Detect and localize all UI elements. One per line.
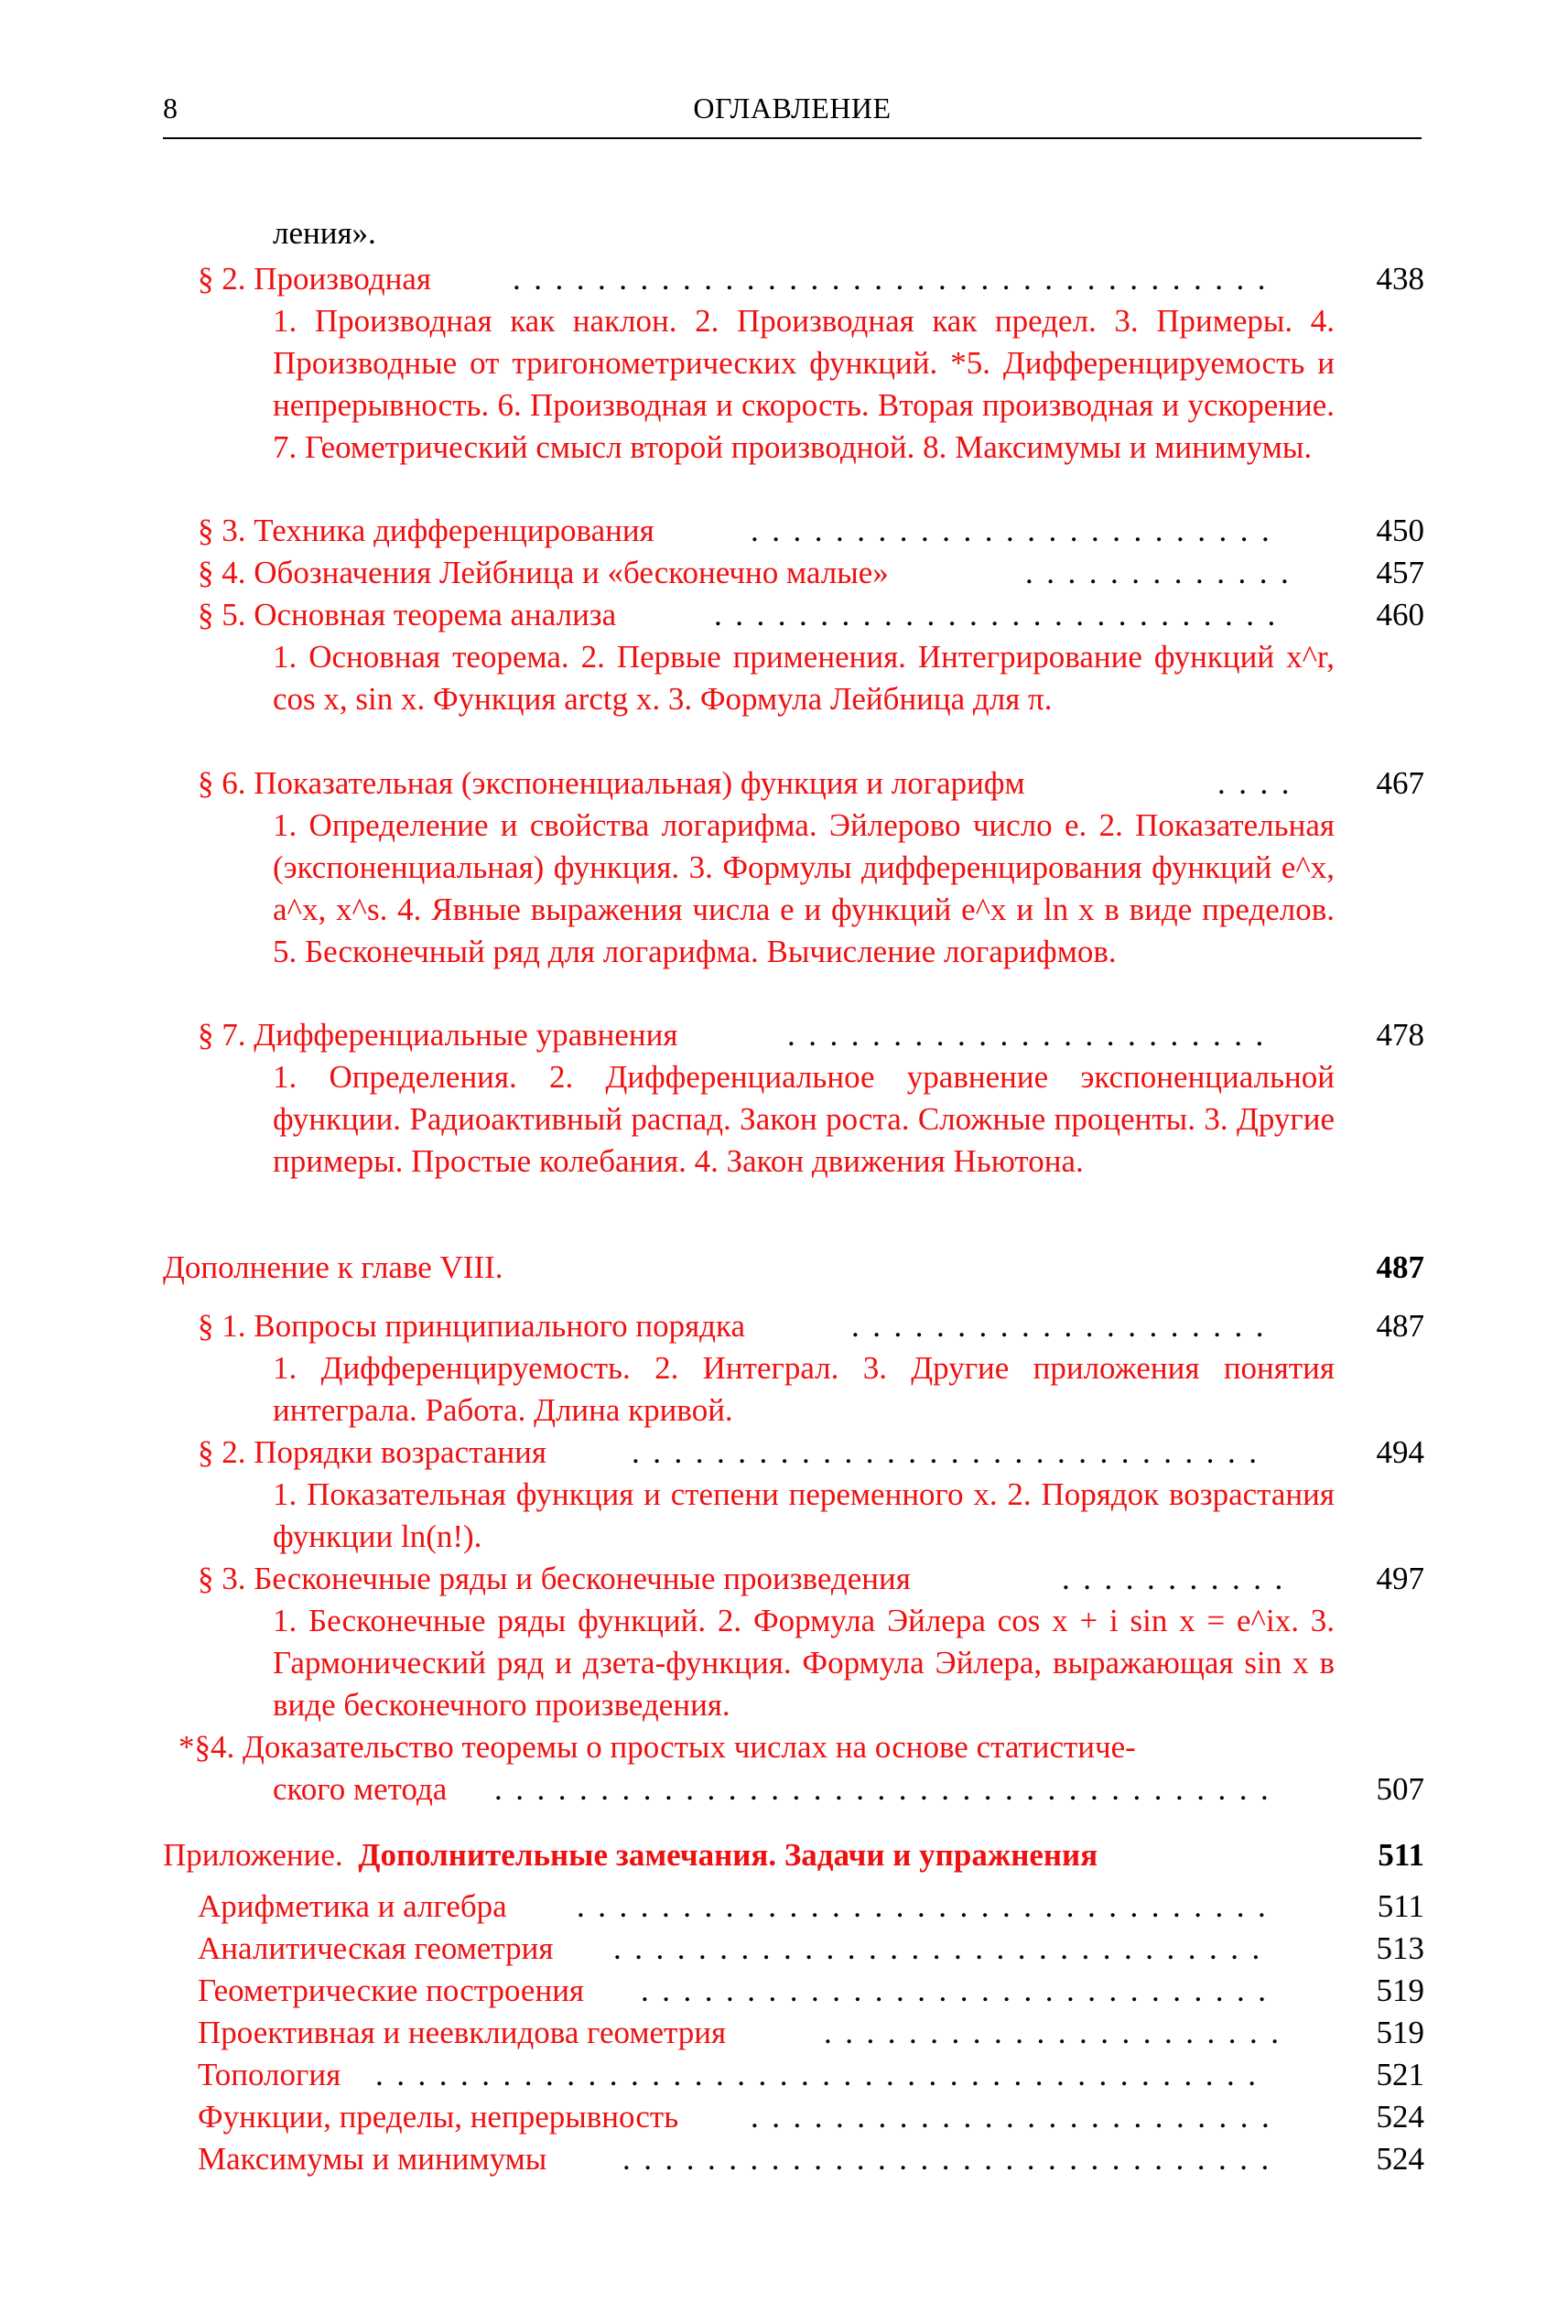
leader-dots: ........................... [714, 597, 1289, 632]
section-description: 1. Бесконечные ряды функций. 2. Формула Эйлера cos x + i sin x = e^ix. 3. Гармонический ряд и дзета-функция. Формула Эйлера, выражающая sin x в виде бесконечного произведения. [273, 1603, 1335, 1723]
toc-entry-line2[interactable] [0, 1768, 1568, 1811]
toc-entry-page: 521 [1376, 2057, 1424, 2092]
leader-dots: ........... [1062, 1561, 1296, 1596]
leader-dots: .............................. [641, 1973, 1280, 2008]
toc-entry[interactable] [0, 2138, 1568, 2180]
toc-entry-page: 467 [1376, 765, 1424, 801]
toc-entry-page: 487 [1376, 1308, 1424, 1344]
leader-dots: .................................... [513, 261, 1279, 297]
toc-entry-page: 513 [1376, 1930, 1424, 1966]
toc-entry[interactable] [0, 1305, 1568, 1347]
toc-entry[interactable] [0, 1886, 1568, 1928]
toc-entry[interactable] [0, 258, 1568, 300]
toc-entry[interactable] [0, 2096, 1568, 2138]
running-header [163, 92, 1422, 139]
section-description: 1. Производная как наклон. 2. Производная как предел. 3. Примеры. 4. Производные от тригонометрических функций. *5. Дифференцируемость и непрерывность. 6. Производная и скорость. Вторая производная и ускорение. 7. Геометрический смысл второй производной. 8. Максимумы и минимумы. [273, 303, 1335, 465]
toc-entry[interactable] [0, 1558, 1568, 1600]
toc-entry[interactable] [0, 2012, 1568, 2054]
leader-dots: .................... [851, 1308, 1277, 1344]
toc-entry-title: Проективная и неевклидова геометрия [198, 2012, 735, 2054]
toc-entry[interactable] [0, 594, 1568, 636]
toc-entry-title: § 6. Показательная (экспоненциальная) функция и логарифм [198, 762, 1034, 805]
toc-entry-title: Топология [198, 2054, 350, 2096]
toc-entry-page: 497 [1376, 1561, 1424, 1596]
toc-entry-page: 478 [1376, 1017, 1424, 1053]
toc-entry[interactable] [0, 510, 1568, 552]
toc-entry[interactable] [0, 1432, 1568, 1474]
toc-entry-page: 519 [1376, 1973, 1424, 2008]
toc-entry-page: 438 [1376, 261, 1424, 297]
toc-entry-title: § 2. Производная [198, 258, 440, 300]
toc-entry[interactable] [0, 552, 1568, 594]
toc-entry-title: Арифметика и алгебра [198, 1886, 516, 1928]
toc-entry-line1[interactable] [0, 1726, 1568, 1768]
chapter-title[interactable]: Дополнение к главе VIII. [163, 1249, 503, 1285]
toc-entry-page: 460 [1376, 597, 1424, 632]
leader-dots: ............................... [613, 1930, 1273, 1966]
leader-dots: .............................. [632, 1434, 1271, 1470]
toc-entry-page: 524 [1376, 2141, 1424, 2177]
toc-entry-page: 450 [1376, 513, 1424, 548]
leader-dots: ............. [1025, 555, 1303, 590]
page-number: 8 [163, 92, 178, 124]
running-title: ОГЛАВЛЕНИЕ [693, 92, 892, 124]
toc-entry-title: Максимумы и минимумы [198, 2138, 556, 2180]
leader-dots: .......................................... [375, 2057, 1270, 2092]
toc-entry-title: § 3. Бесконечные ряды и бесконечные произведения [198, 1558, 920, 1600]
toc-entry[interactable] [0, 1928, 1568, 1970]
appendix-page: 511 [1378, 1837, 1424, 1873]
appendix-prefix: Приложение. [163, 1837, 343, 1873]
toc-entry-page: 457 [1376, 555, 1424, 590]
leader-dots: ....................... [787, 1017, 1277, 1053]
toc-entry-title: § 7. Дифференциальные уравнения [198, 1014, 687, 1056]
leader-dots: ..................................... [494, 1771, 1282, 1807]
leader-dots: ................................. [577, 1888, 1280, 1924]
toc-entry-title: Геометрические построения [198, 1970, 593, 2012]
toc-entry-page: 494 [1376, 1434, 1424, 1470]
toc-entry-title: Функции, пределы, непрерывность [198, 2096, 687, 2138]
toc-entry-page: 524 [1376, 2099, 1424, 2135]
leader-dots: ......................... [751, 2099, 1283, 2135]
toc-entry-title: § 1. Вопросы принципиального порядка [198, 1305, 754, 1347]
leader-dots: .... [1217, 765, 1303, 801]
toc-entry[interactable] [0, 1970, 1568, 2012]
toc-entry-page: 511 [1377, 1888, 1424, 1924]
toc-entry-title: § 5. Основная теорема анализа [198, 594, 625, 636]
toc-entry-page: 507 [1376, 1771, 1424, 1807]
toc-entry[interactable] [0, 762, 1568, 805]
chapter-page: 487 [1376, 1249, 1424, 1285]
appendix-title[interactable] [163, 1834, 1098, 1876]
leader-dots: ............................... [622, 2141, 1282, 2177]
appendix-heading: Дополнительные замечания. Задачи и упражнения [358, 1837, 1098, 1873]
leader-dots: ...................... [824, 2015, 1292, 2050]
section-description: 1. Показательная функция и степени переменного x. 2. Порядок возрастания функции ln(n!). [273, 1476, 1335, 1554]
section-description: 1. Определения. 2. Дифференциальное уравнение экспоненциальной функции. Радиоактивный распад. Закон роста. Сложные проценты. 3. Другие примеры. Простые колебания. 4. Закон движения Ньютона. [273, 1059, 1335, 1179]
toc-entry-title: § 3. Техника дифференцирования [198, 510, 664, 552]
toc-entry-title: § 4. Обозначения Лейбница и «бесконечно малые» [198, 552, 898, 594]
toc-entry-title: Аналитическая геометрия [198, 1928, 562, 1970]
toc-entry-page: 519 [1376, 2015, 1424, 2050]
section-description: 1. Основная теорема. 2. Первые применения. Интегрирование функций x^r, cos x, sin x. Функция arctg x. 3. Формула Лейбница для π. [273, 639, 1335, 717]
toc-entry-title-cont: ского метода [273, 1768, 456, 1811]
toc-entry-title: *§4. Доказательство теоремы о простых числах на основе статистиче- [178, 1726, 1145, 1768]
leader-dots: ......................... [751, 513, 1283, 548]
section-description: 1. Дифференцируемость. 2. Интеграл. 3. Другие приложения понятия интеграла. Работа. Длина кривой. [273, 1350, 1335, 1428]
toc-entry[interactable] [0, 1014, 1568, 1056]
section-description: 1. Определение и свойства логарифма. Эйлерово число e. 2. Показательная (экспоненциальная) функция. 3. Формулы дифференцирования функций e^x, a^x, x^s. 4. Явные выражения числа e и функций e^x и ln x в виде пределов. 5. Бесконечный ряд для логарифма. Вычисление логарифмов. [273, 807, 1335, 969]
toc-entry[interactable] [0, 2054, 1568, 2096]
toc-entry-title: § 2. Порядки возрастания [198, 1432, 556, 1474]
continuation-text: ления». [273, 215, 376, 251]
